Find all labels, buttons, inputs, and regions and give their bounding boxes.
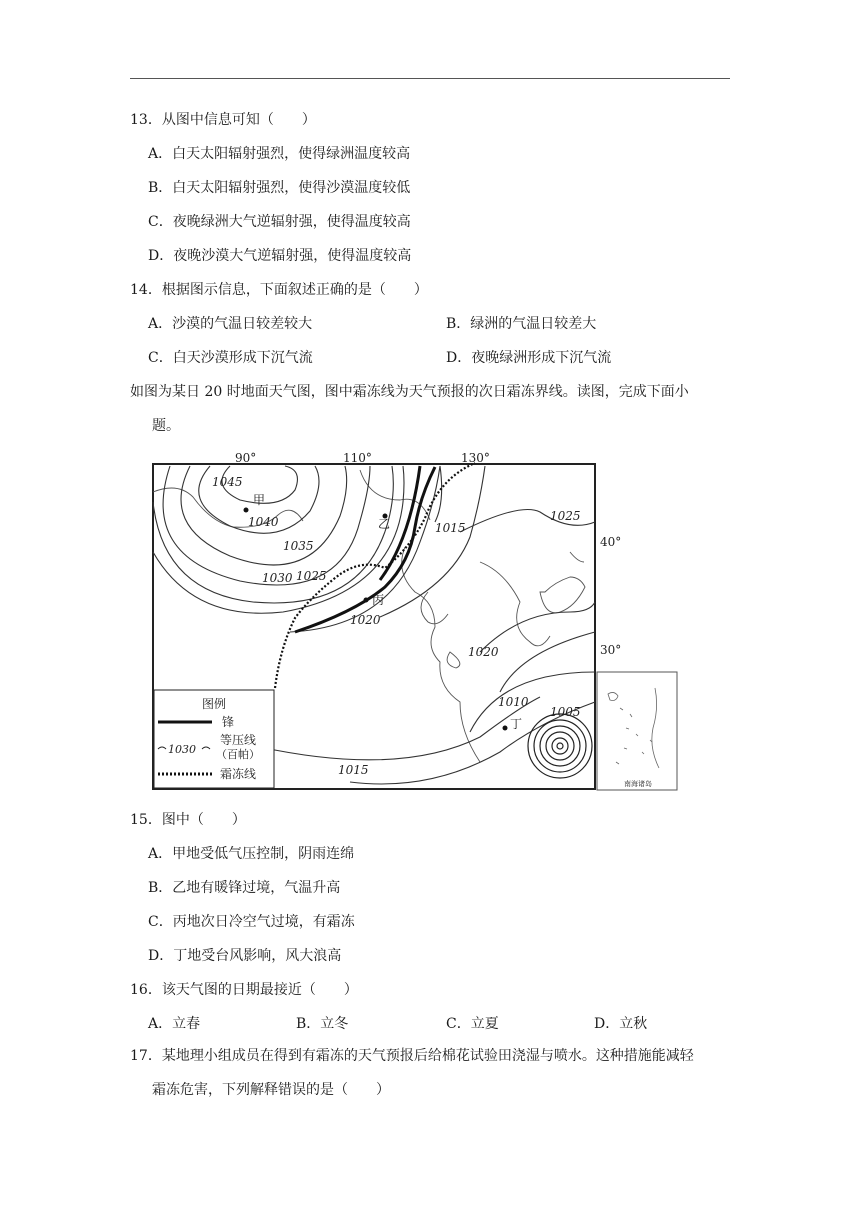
q15-option-b: B．乙地有暖锋过境，气温升高	[148, 880, 341, 896]
isobar-label-1005: 1005	[550, 705, 581, 719]
q14-option-c: C．白天沙漠形成下沉气流	[148, 350, 313, 366]
place-label-bing: 丙	[372, 593, 385, 607]
map-intro-line1: 如图为某日 20 时地面天气图，图中霜冻线为天气预报的次日霜冻界线。读图，完成下面小	[130, 384, 689, 400]
q16-option-b: B．立冬	[296, 1016, 349, 1032]
isobar-label-1030: 1030	[262, 571, 293, 585]
q17-line1: 17．某地理小组成员在得到有霜冻的天气预报后给棉花试验田浇湿与喷水。这种措施能减轻	[130, 1048, 694, 1064]
q13-option-b: B．白天太阳辐射强烈，使得沙漠温度较低	[148, 180, 411, 196]
isobar-label-1010: 1010	[498, 695, 529, 709]
map-legend	[154, 690, 274, 788]
map-intro	[130, 375, 730, 443]
legend-isobar-unit: （百帕）	[216, 748, 260, 761]
q15-stem: 15．图中（ ）	[130, 812, 246, 828]
isobar-label-1040: 1040	[248, 515, 279, 529]
q13-option-c: C．夜晚绿洲大气逆辐射强，使得温度较高	[148, 214, 411, 230]
q16-stem: 16．该天气图的日期最接近（ ）	[130, 982, 358, 998]
legend-frost-label: 霜冻线	[220, 767, 257, 781]
q13-stem: 13．从图中信息可知（ ）	[130, 112, 316, 128]
q15-option-c: C．丙地次日冷空气过境，有霜冻	[148, 914, 355, 930]
q16-option-a: A．立春	[148, 1016, 201, 1032]
q14-stem: 14．根据图示信息，下面叙述正确的是（ ）	[130, 282, 428, 298]
isobar-label-1015-south: 1015	[338, 763, 369, 777]
place-dot-jia	[244, 508, 249, 513]
isobar-label-1035: 1035	[283, 539, 314, 553]
q16-option-d: D．立秋	[594, 1016, 648, 1032]
q15-option-d: D．丁地受台风影响，风大浪高	[148, 948, 342, 964]
legend-title: 图例	[202, 697, 227, 711]
inset-label: 南海诸岛	[624, 780, 652, 788]
lon-label-130: 130°	[461, 452, 490, 465]
lat-label-30: 30°	[600, 643, 622, 657]
isobar-label-1025: 1025	[296, 569, 327, 583]
q13-option-a: A．白天太阳辐射强烈，使得绿洲温度较高	[148, 146, 411, 162]
inset-frame	[597, 672, 677, 790]
place-label-yi: 乙	[378, 517, 391, 531]
header-rule	[130, 78, 730, 79]
isobar-label-1025-east: 1025	[550, 509, 581, 523]
q16-option-c: C．立夏	[446, 1016, 499, 1032]
q14-option-a: A．沙漠的气温日较差较大	[148, 316, 313, 332]
isobar-label-1020: 1020	[350, 613, 381, 627]
q15-option-a: A．甲地受低气压控制，阴雨连绵	[148, 846, 355, 862]
legend-isobar-sample: 1030	[168, 743, 196, 756]
legend-isobar-label: 等压线	[220, 733, 257, 747]
place-dot-ding	[503, 726, 508, 731]
isobar-label-1015-north: 1015	[435, 521, 466, 535]
lon-label-90: 90°	[235, 452, 257, 465]
q14-option-b: B．绿洲的气温日较差大	[446, 316, 597, 332]
q13-option-d: D．夜晚沙漠大气逆辐射强，使得温度较高	[148, 248, 412, 264]
isobar-label-1045: 1045	[212, 475, 243, 489]
legend-front-label: 锋	[222, 715, 235, 729]
place-dot-bing	[364, 598, 369, 603]
weather-map	[150, 452, 682, 794]
lat-label-40: 40°	[600, 535, 622, 549]
q14-option-d: D．夜晚绿洲形成下沉气流	[446, 350, 612, 366]
isobar-label-1020-east: 1020	[468, 645, 499, 659]
q17-line2: 霜冻危害，下列解释错误的是（ ）	[152, 1082, 390, 1098]
place-label-ding: 丁	[510, 717, 523, 731]
place-label-jia: 甲	[253, 493, 266, 507]
lon-label-110: 110°	[343, 452, 372, 465]
q17-stem	[130, 1039, 730, 1107]
map-intro-line2: 题。	[152, 418, 180, 434]
